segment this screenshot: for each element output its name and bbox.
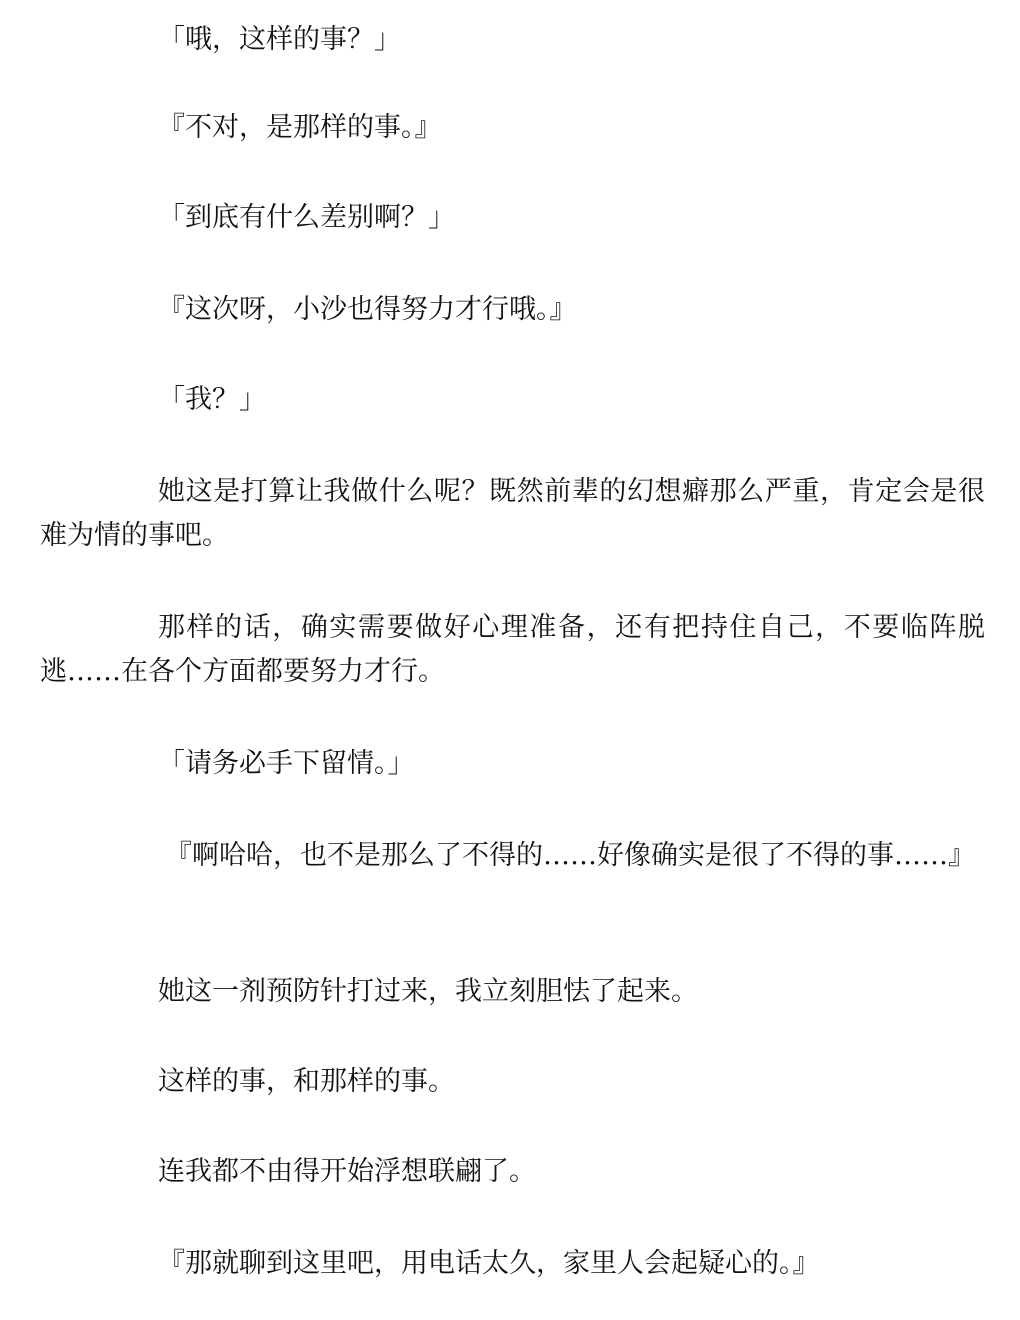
paragraph-2: 『不对，是那样的事。』 [158, 112, 442, 143]
paragraph-3: 「到底有什么差别啊？」 [158, 202, 455, 233]
paragraph-9: 『啊哈哈，也不是那么了不得的……好像确实是很了不得的事……』 [165, 840, 975, 871]
paragraph-5: 「我？」 [158, 384, 266, 415]
paragraph-7: 那样的话，确实需要做好心理准备，还有把持住自己，不要临阵脱逃……在各个方面都要努力才行。 [40, 612, 985, 687]
paragraph-10: 她这一剂预防针打过来，我立刻胆怯了起来。 [158, 976, 698, 1007]
paragraph-13: 『那就聊到这里吧，用电话太久，家里人会起疑心的。』 [158, 1248, 820, 1279]
paragraph-6: 她这是打算让我做什么呢？既然前辈的幻想癖那么严重，肯定会是很难为情的事吧。 [40, 476, 985, 551]
paragraph-1: 「哦，这样的事？」 [158, 24, 401, 55]
paragraph-4: 『这次呀，小沙也得努力才行哦。』 [158, 294, 577, 325]
paragraph-8: 「请务必手下留情。」 [158, 748, 415, 779]
paragraph-12: 连我都不由得开始浮想联翩了。 [158, 1156, 536, 1187]
paragraph-11: 这样的事，和那样的事。 [158, 1066, 455, 1097]
